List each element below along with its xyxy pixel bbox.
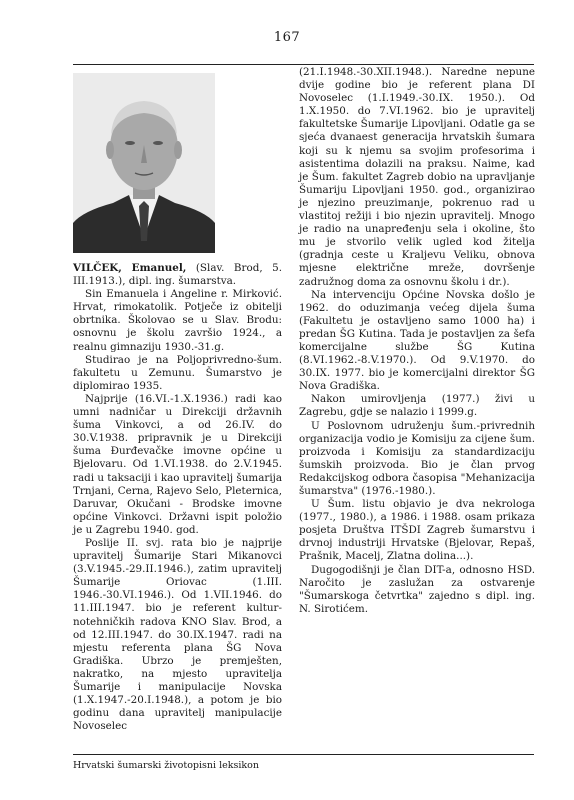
right-column (299, 66, 535, 616)
entry-paragraph: Najprije (16.VI.-1.X.1936.) radi kao umni nadničar u Direkciji državnih šuma Vinkovci, a od 26.IV. do 30.V.1938. pripravnik je u Direkciji šuma Đurđevačke imovne općine u Bjelovaru. Od 1.VI.1938. do 2.V.1945. radi u taksaciji i kao upravitelj šumarija Trnjani, Cerna, Rajevo Selo, Pleternica, Daruvar, Okučani - Brodske imovne općine Vinkovci. Državni ispit položio je u Zagrebu 1940. god. (73, 392, 282, 536)
entry-paragraph: Dugogodišnji je član DIT-a, odnosno HSD. Naročito je zaslužan za ostvarenje "Šumarskoga četvrtka" zajedno s dipl. ing. N. Sirotićem. (299, 563, 535, 615)
entry-paragraph: Sin Emanuela i Angeline r. Mirković. Hrvat, rimokatolik. Potječe iz obitelji obrtnika. Školovao se u Slav. Brodu: osnovnu je školu završio 1924., a realnu gimnaziju 1930.-31.g. (73, 288, 282, 353)
entry-paragraph: Nakon umirovljenja (1977.) živi u Zagrebu, gdje se nalazio i 1999.g. (299, 393, 535, 419)
entry-paragraph (73, 262, 282, 288)
entry-paragraph: (21.I.1948.-30.XII.1948.). Naredne nepune dvije godine bio je referent plana DI Novoselec (1.I.1949.-30.IX. 1950.). Od 1.X.1950. do 7.VI.1962. bio je upravitelj fakultetske Šumarije Lipovljani. Odatle ga se sjeća dvanaest generacija hrvatskih šumara koji su k njemu sa svojim profesorima i asistentima dolazili na praksu. Naime, kad je Šum. fakultet Zagreb dobio na upravljanje Šumariju Lipovljani 1950. god., organizirao je njezino preuzimanje, pokrenuo rad u vlastitoj režiji i bio njezin upravitelj. Mnogo je radio na unapređenju sela i okoline, što mu je stvorilo velik ugled kod žitelja (gradnja ceste u Kraljevu Veliku, obnova mjesne električne mreže, dovršenje zadružnog doma za osnovnu školu i dr.). (299, 66, 535, 288)
entry-paragraph: U Poslovnom udruženju šum.-privrednih organizacija vodio je Komisiju za cijene šum. proizvoda i Komisiju za standardizaciju šumskih proizvoda. Bio je član prvog Redakcijskog odbora časopisa "Mehanizacija šumarstva" (1976.-1980.). (299, 419, 535, 497)
entry-name: VILČEK, Emanuel, (73, 262, 187, 274)
header-rule (73, 64, 534, 65)
portrait-photo (73, 73, 215, 253)
page-number: 167 (273, 30, 301, 45)
entry-paragraph: U Šum. listu objavio je dva nekrologa (1977., 1980.), a 1986. i 1988. osam prikaza posjeta Društva ITŠDI Zagreb šumarstvu i drvnoj industriji Hrvatske (Bjelovar, Repaš, Prašnik, Macelj, Zlatna dolina...). (299, 498, 535, 563)
left-column (73, 262, 282, 733)
entry-paragraph: Studirao je na Poljoprivredno-šum. fakultetu u Zemunu. Šumarstvo je diplomirao 1935. (73, 353, 282, 392)
footer-rule (73, 754, 534, 755)
footer-title: Hrvatski šumarski životopisni leksikon (73, 760, 260, 771)
portrait-image (73, 73, 215, 253)
entry-paragraph: Poslije II. svj. rata bio je najprije upravitelj Šumarije Stari Mikanovci (3.V.1945.-29.II.1946.), zatim upravitelj Šumarije Oriovac (1.III. 1946.-30.VI.1946.). Od 1.VII.1946. do 11.III.1947. bio je referent kultur-notehničkih radova KNO Slav. Brod, a od 12.III.1947. do 30.IX.1947. radi na mjestu referenta plana ŠG Nova Gradiška. Ubrzo je premješten, nakratko, na mjesto upravitelja Šumarije i manipulacije Novska (1.X.1947.-20.I.1948.), a potom je bio godinu dana upravitelj manipulacije Novoselec (73, 536, 282, 733)
entry-intro: (Slav. Brod, 5. III.1913.), dipl. ing. šumarstva. (73, 262, 282, 288)
entry-paragraph: Na intervenciju Općine Novska došlo je 1962. do oduzimanja većeg dijela šuma (Fakultetu je ostavljeno samo 1000 ha) i predan ŠG Kutina. Tada je postavljen za šefa komercijalne službe ŠG Kutina (8.VI.1962.-8.V.1970.). Od 9.V.1970. do 30.IX. 1977. bio je komercijalni direktor ŠG Nova Gradiška. (299, 288, 535, 393)
